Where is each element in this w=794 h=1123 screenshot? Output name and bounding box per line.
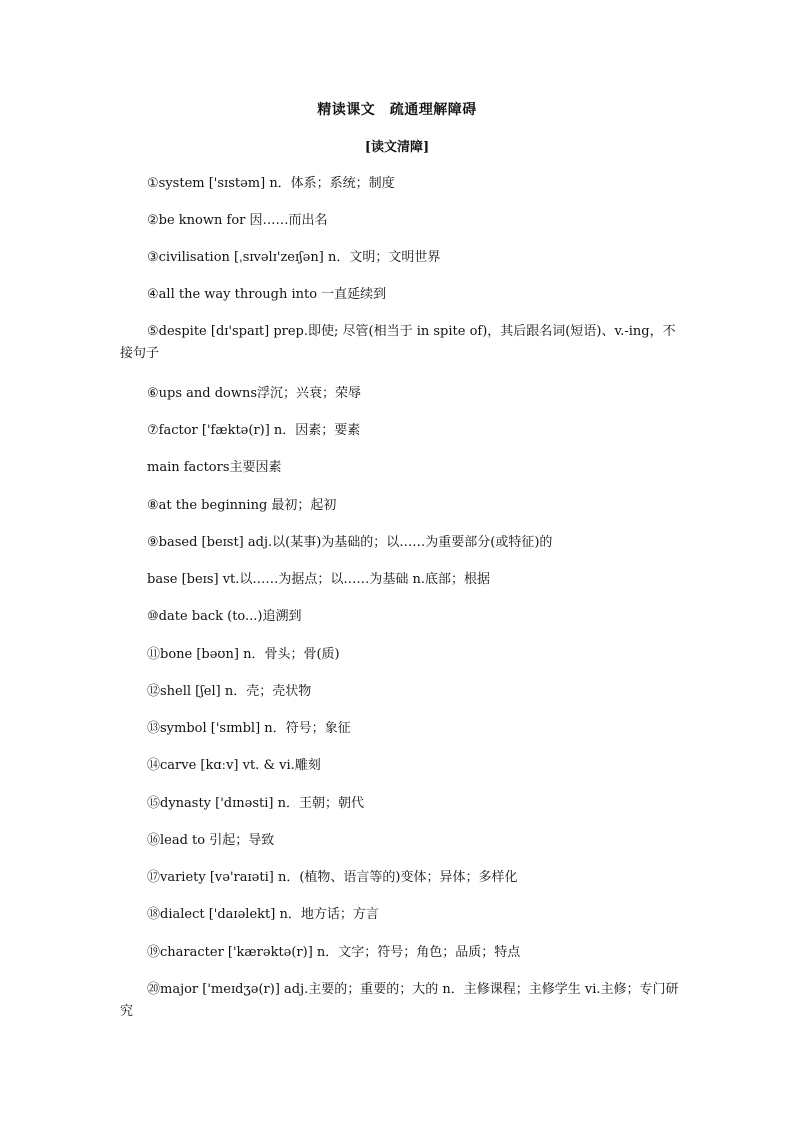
vocab-entry: ⑫shell [ʃel] n．壳；壳状物: [147, 684, 312, 699]
vocab-entry: ⑱dialect ['daɪəlekt] n．地方话；方言: [147, 907, 379, 922]
page-title: 精读课文 疏通理解障碍: [317, 102, 477, 118]
vocab-entry: ⑭carve [kɑːv] vt. & vi.雕刻: [147, 758, 321, 773]
vocab-entry: ②be known for 因……而出名: [147, 213, 328, 228]
vocab-entry: ①system ['sɪstəm] n．体系；系统；制度: [147, 176, 395, 191]
vocab-entry: ⑥ups and downs浮沉；兴衰；荣辱: [147, 386, 362, 401]
vocab-entry: ⑨based [beɪst] adj.以(某事)为基础的；以……为重要部分(或特征)的: [147, 535, 553, 550]
vocab-entry: ⑩date back (to...)追溯到: [147, 609, 302, 624]
vocab-entry: ③civilisation [ˌsɪvəlɪ'zeɪʃən] n．文明；文明世界: [147, 250, 441, 265]
vocab-entry: ⑧at the beginning 最初；起初: [147, 498, 337, 513]
vocab-entry: ⑮dynasty ['dɪnəsti] n．王朝；朝代: [147, 796, 364, 811]
section-heading: [读文清障]: [364, 140, 430, 155]
vocab-entry: ⑬symbol ['sɪmbl] n．符号；象征: [147, 721, 351, 736]
vocab-entry: base [beɪs] vt.以……为据点；以……为基础 n.底部；根据: [147, 572, 491, 587]
vocab-entry: ⑯lead to 引起；导致: [147, 833, 275, 848]
vocab-entry: ⑰variety [və'raɪəti] n．(植物、语言等的)变体；异体；多样化: [147, 870, 518, 885]
vocab-entry: ⑤despite [dɪ'spaɪt] prep.即使; 尽管(相当于 in spite of)，其后跟名词(短语)、v.-ing，不接句子: [120, 324, 676, 361]
vocab-entry: main factors主要因素: [147, 460, 282, 475]
vocab-entry: ⑦factor ['fæktə(r)] n．因素；要素: [147, 423, 361, 438]
vocab-entry: ④all the way through into 一直延续到: [147, 287, 387, 302]
vocab-entry: ⑳major ['meɪdʒə(r)] adj.主要的；重要的；大的 n．主修课程；主修学生 vi.主修；专门研究: [120, 982, 679, 1019]
vocab-entry: ⑲character ['kærəktə(r)] n．文字；符号；角色；品质；特点: [147, 945, 521, 960]
vocab-entry: ⑪bone [bəʊn] n．骨头；骨(质): [147, 647, 340, 662]
